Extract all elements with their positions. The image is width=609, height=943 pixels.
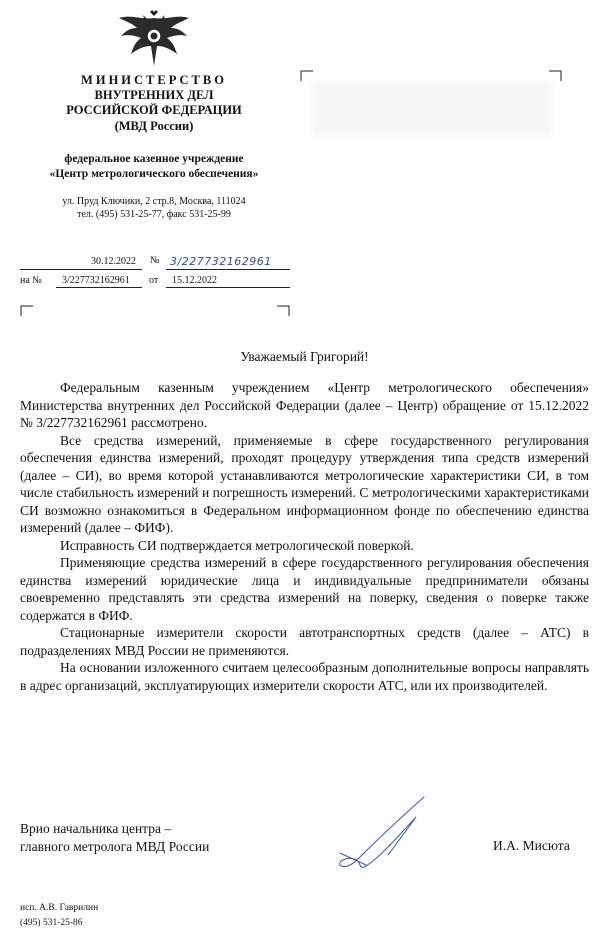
- executor-name: исп. А.В. Гаврилин: [20, 903, 99, 913]
- signer-position-line2: главного метролога МВД России: [20, 839, 210, 854]
- letter-paragraph: Исправность СИ подтверждается метрологической поверкой.: [60, 537, 414, 553]
- mvd-emblem-icon: [117, 10, 191, 68]
- subject-corner-mark-left: [20, 305, 34, 317]
- letter-paragraph: Применяющие средства измерений в сфере государственного регулирования обеспечения единства измерений юридические лица и индивидуальные предприниматели обязаны своевременно представлять эти средства измерений на поверку, сведения о поверке также содержатся в ФИФ.: [20, 555, 589, 623]
- ministry-name-line3: РОССИЙСКОЙ ФЕДЕРАЦИИ: [66, 103, 242, 117]
- institution-name-line2: «Центр метрологического обеспечения»: [49, 168, 259, 180]
- reference-date: 15.12.2022: [172, 275, 217, 286]
- letter-greeting: Уважаемый Григорий!: [240, 349, 369, 364]
- registration-date-field: [20, 256, 142, 270]
- handwritten-signature: [336, 795, 430, 871]
- registration-date: 30.12.2022: [91, 256, 136, 267]
- phone-fax-line: тел. (495) 531-25-77, факс 531-25-99: [77, 209, 231, 220]
- subject-corner-mark-right: [276, 305, 290, 317]
- address-line: ул. Пруд Ключики, 2 стр.8, Москва, 111024: [62, 196, 246, 207]
- addressee-corner-mark-top-left: [300, 70, 314, 82]
- letter-body: [20, 379, 589, 694]
- ministry-name-line2: ВНУТРЕННИХ ДЕЛ: [94, 88, 214, 102]
- registration-number: 3/227732162961: [170, 255, 272, 268]
- redacted-addressee-block: [312, 82, 552, 136]
- reference-number: 3/227732162961: [62, 275, 130, 286]
- ministry-name-line4: (МВД России): [114, 119, 194, 133]
- reference-from-label: от: [149, 275, 159, 286]
- institution-name-line1: федеральное казенное учреждение: [64, 153, 244, 165]
- reference-date-field: [166, 275, 290, 288]
- letter-paragraph: Стационарные измерители скорости автотранспортных средств (далее – АТС) в подразделениях МВД России не применяются.: [20, 625, 589, 658]
- signer-position-line1: Врио начальника центра –: [20, 821, 172, 836]
- letter-paragraph: На основании изложенного считаем целесообразным дополнительные вопросы направлять в адрес организаций, эксплуатирующих измерители скорости АТС, или их производителей.: [20, 660, 589, 693]
- letter-paragraph: Федеральным казенным учреждением «Центр метрологического обеспечения» Министерства внутренних дел Российской Федерации (далее – Центр) обращение от 15.12.2022 № 3/227732162961 рассмотрено.: [20, 380, 589, 430]
- reference-number-field: [56, 275, 142, 288]
- registration-number-label: №: [150, 255, 160, 266]
- addressee-corner-mark-top-right: [548, 70, 562, 82]
- ministry-name-line1: МИНИСТЕРСТВО: [81, 73, 227, 87]
- letter-paragraph: Все средства измерений, применяемые в сфере государственного регулирования обеспечения единства измерений, проходят процедуру утверждения типа средств измерений (далее – СИ), во время которой устанавливаются метрологические характеристики СИ, в том числе стабильность измерений и погрешность измерений. С метрологическими характеристиками СИ возможно ознакомиться в Федеральном информационном фонде по обеспечению единства измерений (далее – ФИФ).: [20, 432, 589, 535]
- reference-prefix: на №: [20, 275, 42, 286]
- executor-phone: (495) 531-25-86: [20, 918, 83, 928]
- registration-number-field: [166, 256, 290, 270]
- signer-name: И.А. Мисюта: [493, 838, 570, 853]
